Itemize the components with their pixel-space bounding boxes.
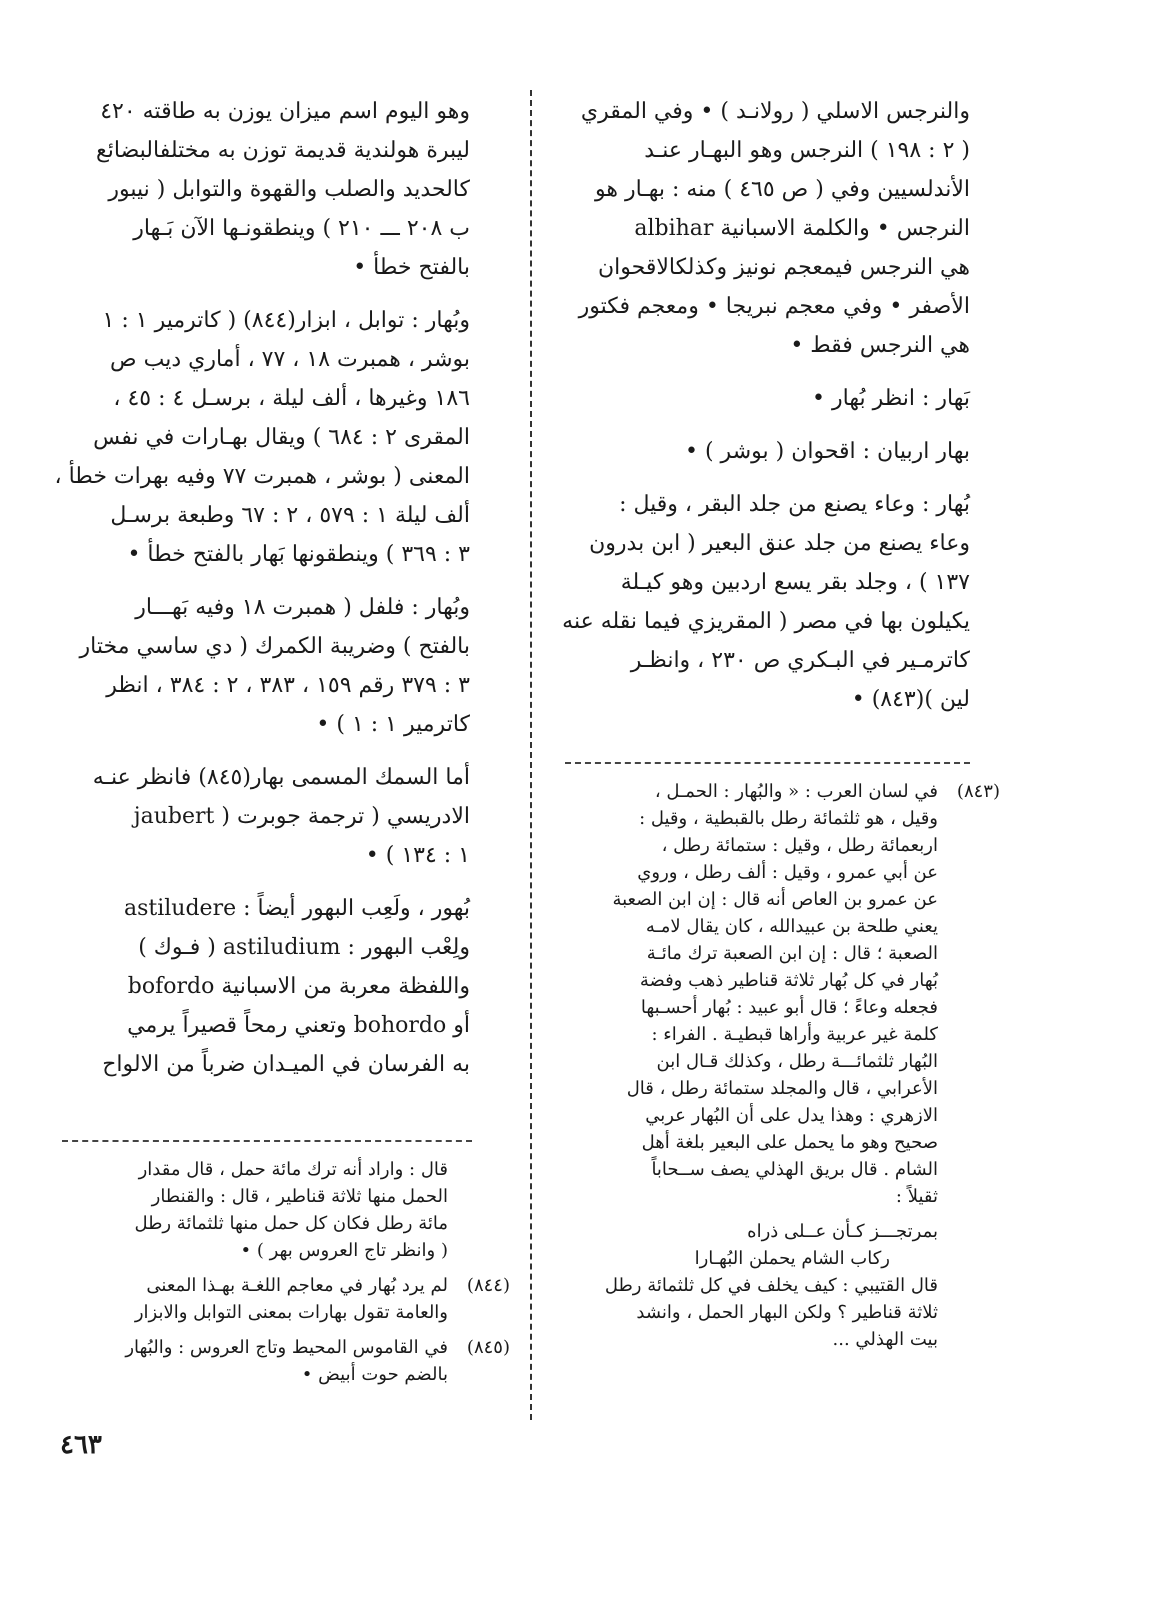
text-line: الأصفر • وفي معجم نبريجا • ومعجم فكتور (578, 294, 970, 319)
entry-buhar-pepper (60, 588, 470, 744)
text-line: وقيل ، هو ثلثمائة رطل بالقبطية ، وقيل : (639, 808, 938, 829)
text-line: كاترمير ١ : ١ ) • (316, 712, 470, 737)
text-line: ب ٢٠٨ ـــ ٢١٠ ) وينطقونـها الآن بَـهار (133, 216, 470, 241)
text-line: ٣ : ٣٦٩ ) وينطقونها بَهار بالفتح خطأ • (127, 542, 470, 567)
text-line: البُهار ثلثمائـــة رطل ، وكذلك قـال ابن (656, 1051, 938, 1072)
text-line: أما السمك المسمى بهار(٨٤٥) فانظر عنـه (92, 765, 470, 790)
text-line: بَهار : انظر بُهار • (812, 386, 970, 411)
text-line: الحمل منها ثلاثة قناطير ، قال : والقنطار (151, 1186, 448, 1207)
footnote-first-line (50, 1272, 510, 1299)
text-line: المعنى ( بوشر ، همبرت ٧٧ وفيه بهرات خطأ ، (54, 464, 470, 489)
text-line: ثلاثة قناطير ؟ ولكن البهار الحمل ، وانشد (636, 1302, 938, 1323)
text-line: وعاء يصنع من جلد عنق البعير ( ابن بدرون (589, 531, 970, 556)
text-line: والنرجس الاسلي ( رولانـد ) • وفي المقري (580, 99, 970, 124)
text-line: بوشر ، همبرت ١٨ ، ٧٧ ، أماري ديب ص (110, 347, 470, 372)
entry-buhar-container (560, 485, 970, 719)
text-line: وبُهار : توابل ، ابزار(٨٤٤) ( كاترمير ١ : ١ (102, 308, 470, 333)
footnote-844 (50, 1272, 510, 1326)
text-line: يعني طلحة بن عبيدالله ، كان يقال لامـه (645, 916, 938, 937)
text-line: ١٣٧ ) ، وجلد بقر يسع اردبين وهو كيـلة (620, 570, 970, 595)
text-line: صحيح وهو ما يحمل على البعير بلغة أهل (641, 1132, 938, 1153)
page-number: ٤٦٣ (60, 1430, 102, 1460)
text-line: الأندلسيين وفي ( ص ٤٦٥ ) منه : بهـار هو (595, 177, 970, 202)
text-line: بيت الهذلي ... (832, 1329, 938, 1350)
footnote-divider-left (62, 1140, 472, 1142)
text-line: ألف ليلة ١ : ٥٧٩ ، ٢ : ٦٧ وطبعة برسـل (110, 503, 470, 528)
text-line: ٣ : ٣٧٩ رقم ١٥٩ ، ٣٨٣ ، ٢ : ٣٨٤ ، انظر (106, 673, 470, 698)
text-line: في لسان العرب : « والبُهار : الحمـل ، (654, 781, 938, 802)
text-line: قال القتيبي : كيف يخلف في كل ثلثمائة رطل (604, 1275, 938, 1296)
text-line: بُهار في كل بُهار ثلاثة قناطير ذهب وفضة (639, 970, 938, 991)
text-line: لين )(٨٤٣) • (851, 687, 970, 712)
text-line: يكيلون بها في مصر ( المقريزي فيما نقله عنه (562, 609, 970, 634)
text-line: هي النرجس فيمعجم نونيز وكذلكالاقحوان (598, 255, 970, 280)
text-line: هي النرجس فقط • (790, 333, 970, 358)
column-divider (530, 90, 532, 1420)
text-line: المقرى ٢ : ٦٨٤ ) ويقال بهـارات في نفس (93, 425, 470, 450)
text-line: مائة رطل فكان كل حمل منها ثلثمائة رطل (134, 1213, 448, 1234)
text-line: كلمة غير عربية وأراها قبطيـة . الفراء : (651, 1024, 938, 1045)
text-line: ليبرة هولندية قديمة توزن به مختلفالبضائع (96, 138, 470, 163)
text-line: الشام . قال بريق الهذلي يصف ســحاباً (651, 1159, 938, 1180)
text-line: أو bohordo وتعني رمحاً قصيراً يرمي (127, 1013, 470, 1038)
text-line: ( وانظر تاج العروس بهر ) • (240, 1240, 448, 1261)
text-line: ثقيلاً : (895, 1186, 938, 1207)
footnote-number: (٨٤٤) (466, 1275, 510, 1296)
entry-buhar-spices (54, 301, 470, 574)
text-line: قال : واراد أنه ترك مائة حمل ، قال مقدار (138, 1159, 448, 1180)
footnotes-left (50, 1156, 510, 1396)
entry-weight-continued (60, 92, 470, 287)
text-line: ١٨٦ وغيرها ، ألف ليلة ، برسـل ٤ : ٤٥ ، (113, 386, 470, 411)
left-column (54, 92, 470, 1098)
right-column (560, 92, 970, 733)
text-line: بالفتح ) وضريبة الكمرك ( دي ساسي مختار (79, 634, 470, 659)
text-line: كاترمـير في البـكري ص ٢٣٠ ، وانظـر (630, 648, 970, 673)
text-line: لم يرد بُهار في معاجم اللغـة بهـذا المعنى (146, 1275, 448, 1296)
text-line: الازهري : وهذا يدل على أن البُهار عربي (645, 1105, 938, 1126)
text-line: عن أبي عمرو ، وقيل : ألف رطل ، وروي (637, 862, 938, 883)
text-line: بالفتح خطأ • (353, 255, 470, 280)
footnote-divider-right (565, 762, 970, 764)
footnote-843-continued (50, 1156, 510, 1264)
entry-bahar-see (560, 379, 970, 418)
text-line: فجعله وعاءً ؛ قال أبو عبيد : بُهار أحسـبها (640, 997, 938, 1018)
poem-line: ركاب الشام يحملن البُهـارا (694, 1248, 890, 1269)
entry-buhur (60, 889, 470, 1084)
text-line: بالضم حوت أبيض • (301, 1364, 448, 1385)
text-line: في القاموس المحيط وتاج العروس : والبُهار (125, 1337, 448, 1358)
footnote-number: (٨٤٥) (466, 1337, 510, 1358)
text-line: النرجس • والكلمة الاسبانية albihar (634, 216, 970, 241)
text-line: الأعرابي ، قال والمجلد ستمائة رطل ، قال (626, 1078, 938, 1099)
poem-line: بمرتجـــز كـأن عــلى ذراه (747, 1221, 938, 1242)
text-line: والعامة تقول بهارات بمعنى التوابل والابزار (134, 1302, 448, 1323)
text-line: اربعمائة رطل ، وقيل : ستمائة رطل ، (661, 835, 938, 856)
text-line: به الفرسان في الميـدان ضرباً من الالواح (102, 1052, 470, 1077)
entry-bahar-fish (60, 758, 470, 875)
entry-narcissus (560, 92, 970, 365)
footnote-first-line (50, 1334, 510, 1361)
text-line: الادريسي ( ترجمة جوبرت ( jaubert (133, 804, 470, 829)
footnote-845 (50, 1334, 510, 1388)
entry-bahar-irbiyan (560, 432, 970, 471)
text-line: كالحديد والصلب والقهوة والتوابل ( نيبور (108, 177, 470, 202)
text-line: بُهور ، ولَعِب البهور أيضاً : astiludere (123, 896, 470, 921)
footnote-number: (٨٤٣) (956, 781, 1000, 802)
text-line: واللفظة معربة من الاسبانية bofordo (127, 974, 470, 999)
text-line: وهو اليوم اسم ميزان يوزن به طاقته ٤٢٠ (100, 99, 470, 124)
text-line: ١ : ١٣٤ ) • (365, 843, 470, 868)
text-line: ( ٢ : ١٩٨ ) النرجس وهو البهـار عنـد (644, 138, 970, 163)
text-line: وبُهار : فلفل ( همبرت ١٨ وفيه بَهـــار (135, 595, 470, 620)
text-line: بهار اربيان : اقحوان ( بوشر ) • (685, 439, 970, 464)
footnotes-right (560, 778, 1000, 1361)
footnote-843 (560, 778, 1000, 1353)
text-line: ولِعْب البهور : astiludium ( فـوك ) (138, 935, 470, 960)
text-line: الصعبة ؛ قال : إن ابن الصعبة ترك مائـة (646, 943, 938, 964)
text-line: بُهار : وعاء يصنع من جلد البقر ، وقيل : (619, 492, 970, 517)
footnote-first-line (560, 778, 1000, 805)
text-line: عن عمرو بن العاص أنه قال : إن ابن الصعبة (612, 889, 938, 910)
